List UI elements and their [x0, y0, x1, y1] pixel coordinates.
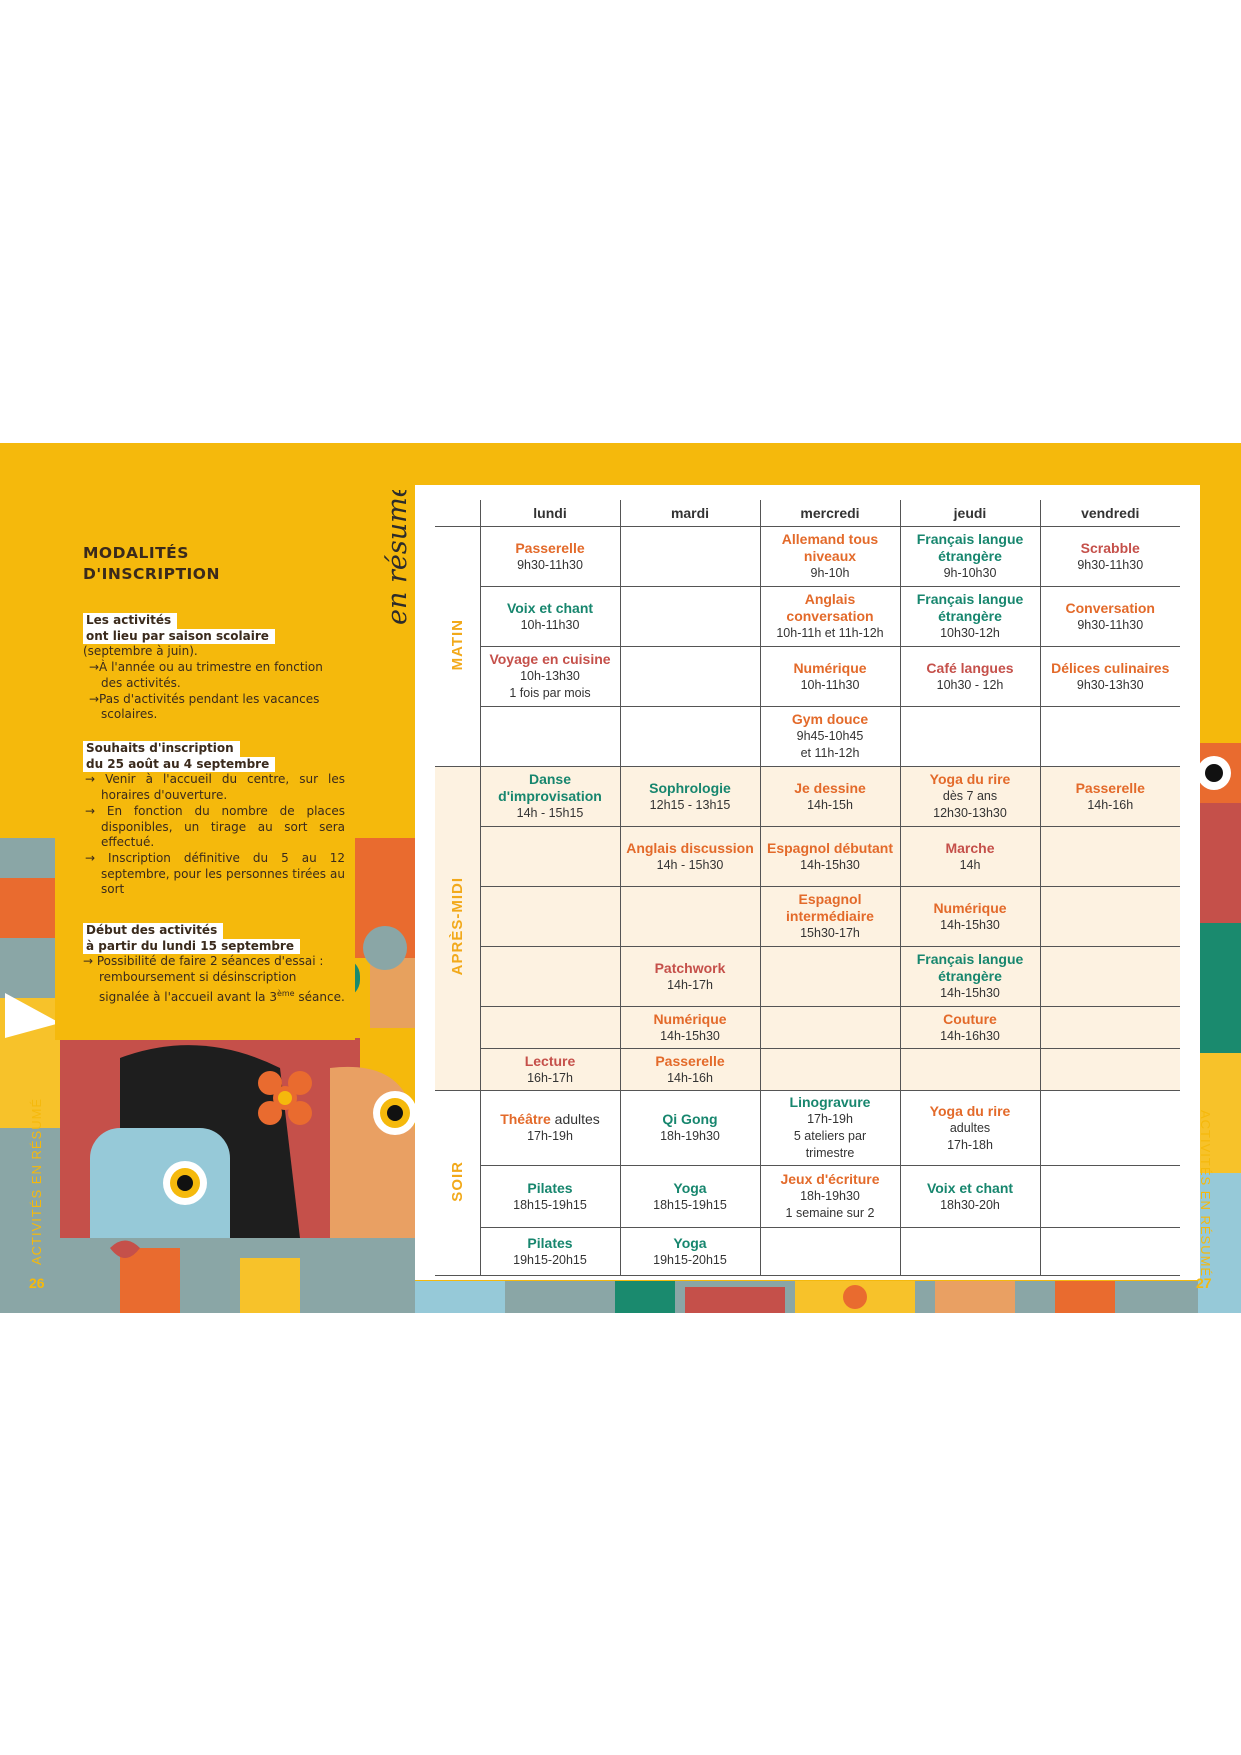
activity-cell	[1040, 767, 1180, 827]
start-bullet-sup: ème	[276, 988, 295, 998]
activity-cell	[760, 527, 900, 587]
activity-time: 9h30-11h30	[1077, 557, 1144, 572]
activity-cell	[480, 1228, 620, 1276]
start-highlight-2: à partir du lundi 15 septembre	[83, 939, 300, 955]
day-header: lundi	[480, 500, 620, 527]
activity-time: 10h-11h et 11h-12h	[776, 626, 884, 640]
registration-info-panel	[55, 443, 355, 1040]
activity-cell	[480, 1049, 620, 1091]
side-label-left-text: ACTIVITÉS EN RÉSUMÉ	[29, 1097, 44, 1265]
activity-time: 9h-10h	[810, 566, 850, 580]
activity-name: Numérique	[793, 659, 867, 676]
activity-time: 14h-15h30	[660, 1028, 720, 1043]
activity-cell	[1040, 1049, 1180, 1091]
activity-time: 14h-15h30	[940, 917, 1000, 932]
activity-cell	[620, 887, 760, 947]
activity-time: 10h-13h30	[520, 669, 580, 683]
activity-cell	[760, 887, 900, 947]
period-label: MATIN	[448, 618, 466, 671]
wishes-bullet: → En fonction du nombre de places disponibles, un tirage au sort sera effectué.	[85, 803, 345, 850]
activity-name: Danse d'improvisation	[498, 771, 602, 804]
activity-cell	[900, 527, 1040, 587]
period-matin	[435, 527, 480, 767]
activity-name: Conversation	[1065, 599, 1155, 616]
activity-name: Lecture	[524, 1052, 576, 1069]
wishes-bullet: → Venir à l'accueil du centre, sur les horaires d'ouverture.	[85, 772, 345, 803]
activity-cell	[760, 947, 900, 1007]
en-resume-text: en résumé	[382, 490, 413, 625]
activity-time: 14h-15h	[807, 797, 853, 812]
activity-cell	[900, 1166, 1040, 1228]
activity-cell	[900, 1228, 1040, 1276]
schedule-corner	[435, 500, 480, 527]
activity-cell	[620, 647, 760, 707]
activities-bullet: →Pas d'activités pendant les vacances scolaires.	[89, 691, 320, 722]
schedule-row-matin	[435, 647, 1180, 707]
day-header: jeudi	[900, 500, 1040, 527]
activity-name: Anglais discussion	[626, 839, 754, 856]
activity-cell	[480, 587, 620, 647]
start-block	[83, 923, 345, 1006]
activity-cell	[1040, 1166, 1180, 1228]
activities-highlight-1: Les activités	[83, 613, 177, 629]
activity-name: Café langues	[926, 659, 1014, 676]
activity-name: Passerelle	[655, 1052, 725, 1069]
page-number-right: 27	[1196, 1275, 1212, 1291]
activity-cell	[1040, 887, 1180, 947]
activity-cell	[620, 1228, 760, 1276]
activity-cell	[900, 1007, 1040, 1049]
activity-name-suffix: adultes	[550, 1111, 600, 1127]
day-header: mardi	[620, 500, 760, 527]
activity-name: Français langue étrangère	[916, 951, 1024, 984]
activities-highlight-2: ont lieu par saison scolaire	[83, 629, 275, 645]
activity-cell	[760, 647, 900, 707]
activity-cell	[620, 527, 760, 587]
activity-time: 14h-16h	[1087, 797, 1134, 812]
activity-name: Voix et chant	[926, 1179, 1014, 1196]
activity-cell	[900, 647, 1040, 707]
activity-cell	[620, 947, 760, 1007]
activity-cell	[760, 1007, 900, 1049]
activity-cell	[480, 527, 620, 587]
activity-name: Délices culinaires	[1051, 659, 1170, 676]
schedule-row-apresmidi	[435, 947, 1180, 1007]
activity-name: Voix et chant	[506, 599, 594, 616]
activity-cell	[760, 1049, 900, 1091]
activity-name: Voyage en cuisine	[489, 651, 611, 667]
side-label-left	[20, 1090, 50, 1290]
side-label-right-text: ACTIVITÉS EN RÉSUMÉ	[1198, 1110, 1213, 1278]
period-soir	[435, 1091, 480, 1276]
activity-time: 17h-19h	[807, 1112, 853, 1126]
activity-time: 18h-19h30	[660, 1129, 720, 1143]
activity-cell	[480, 767, 620, 827]
schedule-row-apresmidi	[435, 1007, 1180, 1049]
activity-cell	[1040, 527, 1180, 587]
schedule-table	[435, 500, 1180, 1276]
activity-time: trimestre	[805, 1146, 855, 1160]
activity-cell	[900, 947, 1040, 1007]
activity-cell	[760, 1228, 900, 1276]
activities-text: (septembre à juin).	[83, 644, 198, 659]
activity-time: adultes	[949, 1120, 991, 1135]
activity-cell	[1040, 587, 1180, 647]
activity-name: Français langue étrangère	[916, 591, 1024, 624]
activity-name: Pilates	[527, 1179, 573, 1196]
activities-block	[83, 613, 345, 723]
activity-cell	[900, 707, 1040, 767]
activity-time: 12h15 - 13h15	[649, 797, 731, 812]
activity-cell	[1040, 947, 1180, 1007]
activity-time: 18h30-20h	[940, 1197, 1000, 1212]
activity-time: 14h-15h30	[800, 857, 860, 872]
start-highlight-1: Début des activités	[83, 923, 223, 939]
activity-cell	[480, 1007, 620, 1049]
activity-time: 14h-15h30	[940, 986, 1000, 1000]
activity-time: 9h45-10h45	[796, 729, 864, 743]
start-bullet-text: → Possibilité de faire 2 séances d'essai : remboursement si désinscription signalée à l'accueil avant la 3	[83, 954, 324, 1004]
schedule-row-apresmidi	[435, 1049, 1180, 1091]
wishes-highlight-1: Souhaits d'inscription	[83, 741, 240, 757]
activity-time: 19h15-20h15	[653, 1252, 727, 1267]
activity-name: Passerelle	[515, 539, 585, 556]
registration-title-line1: MODALITÉS	[83, 544, 189, 562]
activity-time: 16h-17h	[527, 1070, 573, 1085]
activity-cell	[1040, 1007, 1180, 1049]
activity-time: 14h - 15h30	[656, 857, 724, 872]
activity-cell	[480, 827, 620, 887]
activity-name: Je dessine	[794, 779, 866, 796]
activity-cell	[480, 947, 620, 1007]
activity-name: Français langue étrangère	[916, 531, 1024, 564]
activity-cell	[620, 1049, 760, 1091]
activity-time: 1 fois par mois	[509, 686, 591, 700]
activity-name: Yoga du rire	[929, 1102, 1011, 1119]
activity-time: 9h30-11h30	[1077, 617, 1144, 632]
activity-time: 10h-11h30	[800, 677, 860, 692]
schedule-header-row	[435, 500, 1180, 527]
activity-cell	[480, 707, 620, 767]
activity-name: Jeux d'écriture	[780, 1171, 880, 1187]
activity-name: Marche	[945, 839, 995, 856]
activity-cell	[900, 587, 1040, 647]
activity-cell	[1040, 647, 1180, 707]
activity-time: 17h-19h	[527, 1129, 573, 1143]
activity-name: Qi Gong	[662, 1111, 718, 1127]
activity-name: Passerelle	[1075, 779, 1145, 796]
activity-time: 9h30-11h30	[517, 557, 583, 572]
illustration-bottom	[415, 1281, 1198, 1313]
activity-time: 14h-17h	[667, 977, 713, 992]
wishes-highlight-2: du 25 août au 4 septembre	[83, 757, 275, 773]
activity-time: 9h30-13h30	[1076, 677, 1144, 692]
activity-time: 14h - 15h15	[516, 806, 584, 820]
registration-wishes-block	[83, 741, 345, 898]
activity-cell	[620, 1091, 760, 1166]
activity-cell	[480, 1091, 620, 1166]
activity-name: Sophrologie	[649, 779, 731, 796]
activity-time: et 11h-12h	[800, 746, 860, 760]
schedule-row-matin	[435, 707, 1180, 767]
page-number-left: 26	[29, 1275, 45, 1291]
activity-time: 12h30-13h30	[933, 806, 1007, 820]
activity-name: Espagnol débutant	[767, 839, 893, 856]
activity-name: Yoga du rire	[929, 771, 1011, 787]
activity-time: 18h15-19h15	[513, 1197, 587, 1212]
activity-name: Linogravure	[789, 1094, 871, 1110]
schedule-row-soir	[435, 1091, 1180, 1166]
activity-cell	[760, 1166, 900, 1228]
activity-time: 10h-11h30	[520, 617, 580, 632]
schedule-row-apresmidi	[435, 887, 1180, 947]
activity-cell	[760, 587, 900, 647]
schedule-row-apresmidi	[435, 827, 1180, 887]
start-bullet	[83, 954, 345, 1005]
activity-cell	[900, 767, 1040, 827]
activity-name: Numérique	[653, 1010, 727, 1027]
activity-cell	[620, 767, 760, 827]
activity-cell	[760, 767, 900, 827]
activity-name: Yoga	[673, 1234, 707, 1251]
schedule-row-matin	[435, 587, 1180, 647]
period-label: SOIR	[448, 1160, 466, 1202]
activity-cell	[900, 1091, 1040, 1166]
activity-cell	[620, 587, 760, 647]
activity-time: 17h-18h	[947, 1137, 993, 1152]
registration-title-line2: D'INSCRIPTION	[83, 565, 220, 583]
period-label: APRÈS-MIDI	[448, 877, 466, 976]
activity-name: Scrabble	[1080, 539, 1140, 556]
registration-title	[83, 543, 220, 585]
activity-name: Anglais conversation	[786, 591, 874, 624]
day-header: mercredi	[760, 500, 900, 527]
activity-time: 5 ateliers par	[793, 1129, 867, 1143]
activity-name: Gym douce	[791, 711, 869, 727]
activity-time: 10h30 - 12h	[936, 677, 1004, 692]
activity-name: Couture	[943, 1010, 997, 1027]
activity-cell	[620, 1166, 760, 1228]
activity-cell	[620, 827, 760, 887]
activity-cell	[900, 887, 1040, 947]
activity-time: 18h15-19h15	[653, 1197, 727, 1212]
day-header: vendredi	[1040, 500, 1180, 527]
activity-time: 14h-16h	[667, 1070, 713, 1085]
activity-cell	[480, 647, 620, 707]
activity-cell	[900, 1049, 1040, 1091]
activity-cell	[480, 887, 620, 947]
schedule-row-apresmidi	[435, 767, 1180, 827]
activity-time: 18h-19h30	[800, 1189, 860, 1203]
activity-time: 10h30-12h	[940, 626, 1000, 640]
wishes-bullet: → Inscription définitive du 5 au 12 septembre, pour les personnes tirées au sort	[85, 850, 345, 897]
activity-name: Théâtre adultes	[500, 1111, 600, 1127]
activity-time: 14h-16h30	[940, 1028, 1000, 1043]
activity-time: 19h15-20h15	[513, 1252, 587, 1267]
activity-cell	[1040, 1091, 1180, 1166]
activity-time: 1 semaine sur 2	[785, 1206, 875, 1220]
side-label-right	[1190, 1090, 1220, 1290]
activity-cell	[1040, 707, 1180, 767]
activity-name: Pilates	[527, 1234, 573, 1251]
schedule-row-soir	[435, 1228, 1180, 1276]
activities-bullet: →À l'année ou au trimestre en fonction des activités.	[89, 660, 323, 690]
activity-name: Espagnol intermédiaire	[786, 891, 874, 924]
activity-cell	[480, 1166, 620, 1228]
activity-cell	[900, 827, 1040, 887]
schedule-row-soir	[435, 1166, 1180, 1228]
activity-name: Numérique	[933, 899, 1007, 916]
activity-time: 9h-10h30	[943, 566, 997, 580]
period-apresmidi	[435, 767, 480, 1091]
activity-time: 15h30-17h	[800, 926, 860, 940]
start-bullet-end: séance.	[294, 989, 345, 1004]
activity-name: Yoga	[673, 1179, 707, 1196]
activity-time: dès 7 ans	[942, 789, 998, 803]
activity-cell	[760, 1091, 900, 1166]
activity-cell	[1040, 1228, 1180, 1276]
activity-cell	[620, 707, 760, 767]
activity-time: 14h	[959, 857, 981, 872]
activity-cell	[760, 707, 900, 767]
schedule-row-matin	[435, 527, 1180, 587]
activity-name: Patchwork	[654, 959, 726, 976]
activity-cell	[1040, 827, 1180, 887]
activity-cell	[760, 827, 900, 887]
activity-name: Allemand tous niveaux	[781, 531, 879, 564]
activity-cell	[620, 1007, 760, 1049]
